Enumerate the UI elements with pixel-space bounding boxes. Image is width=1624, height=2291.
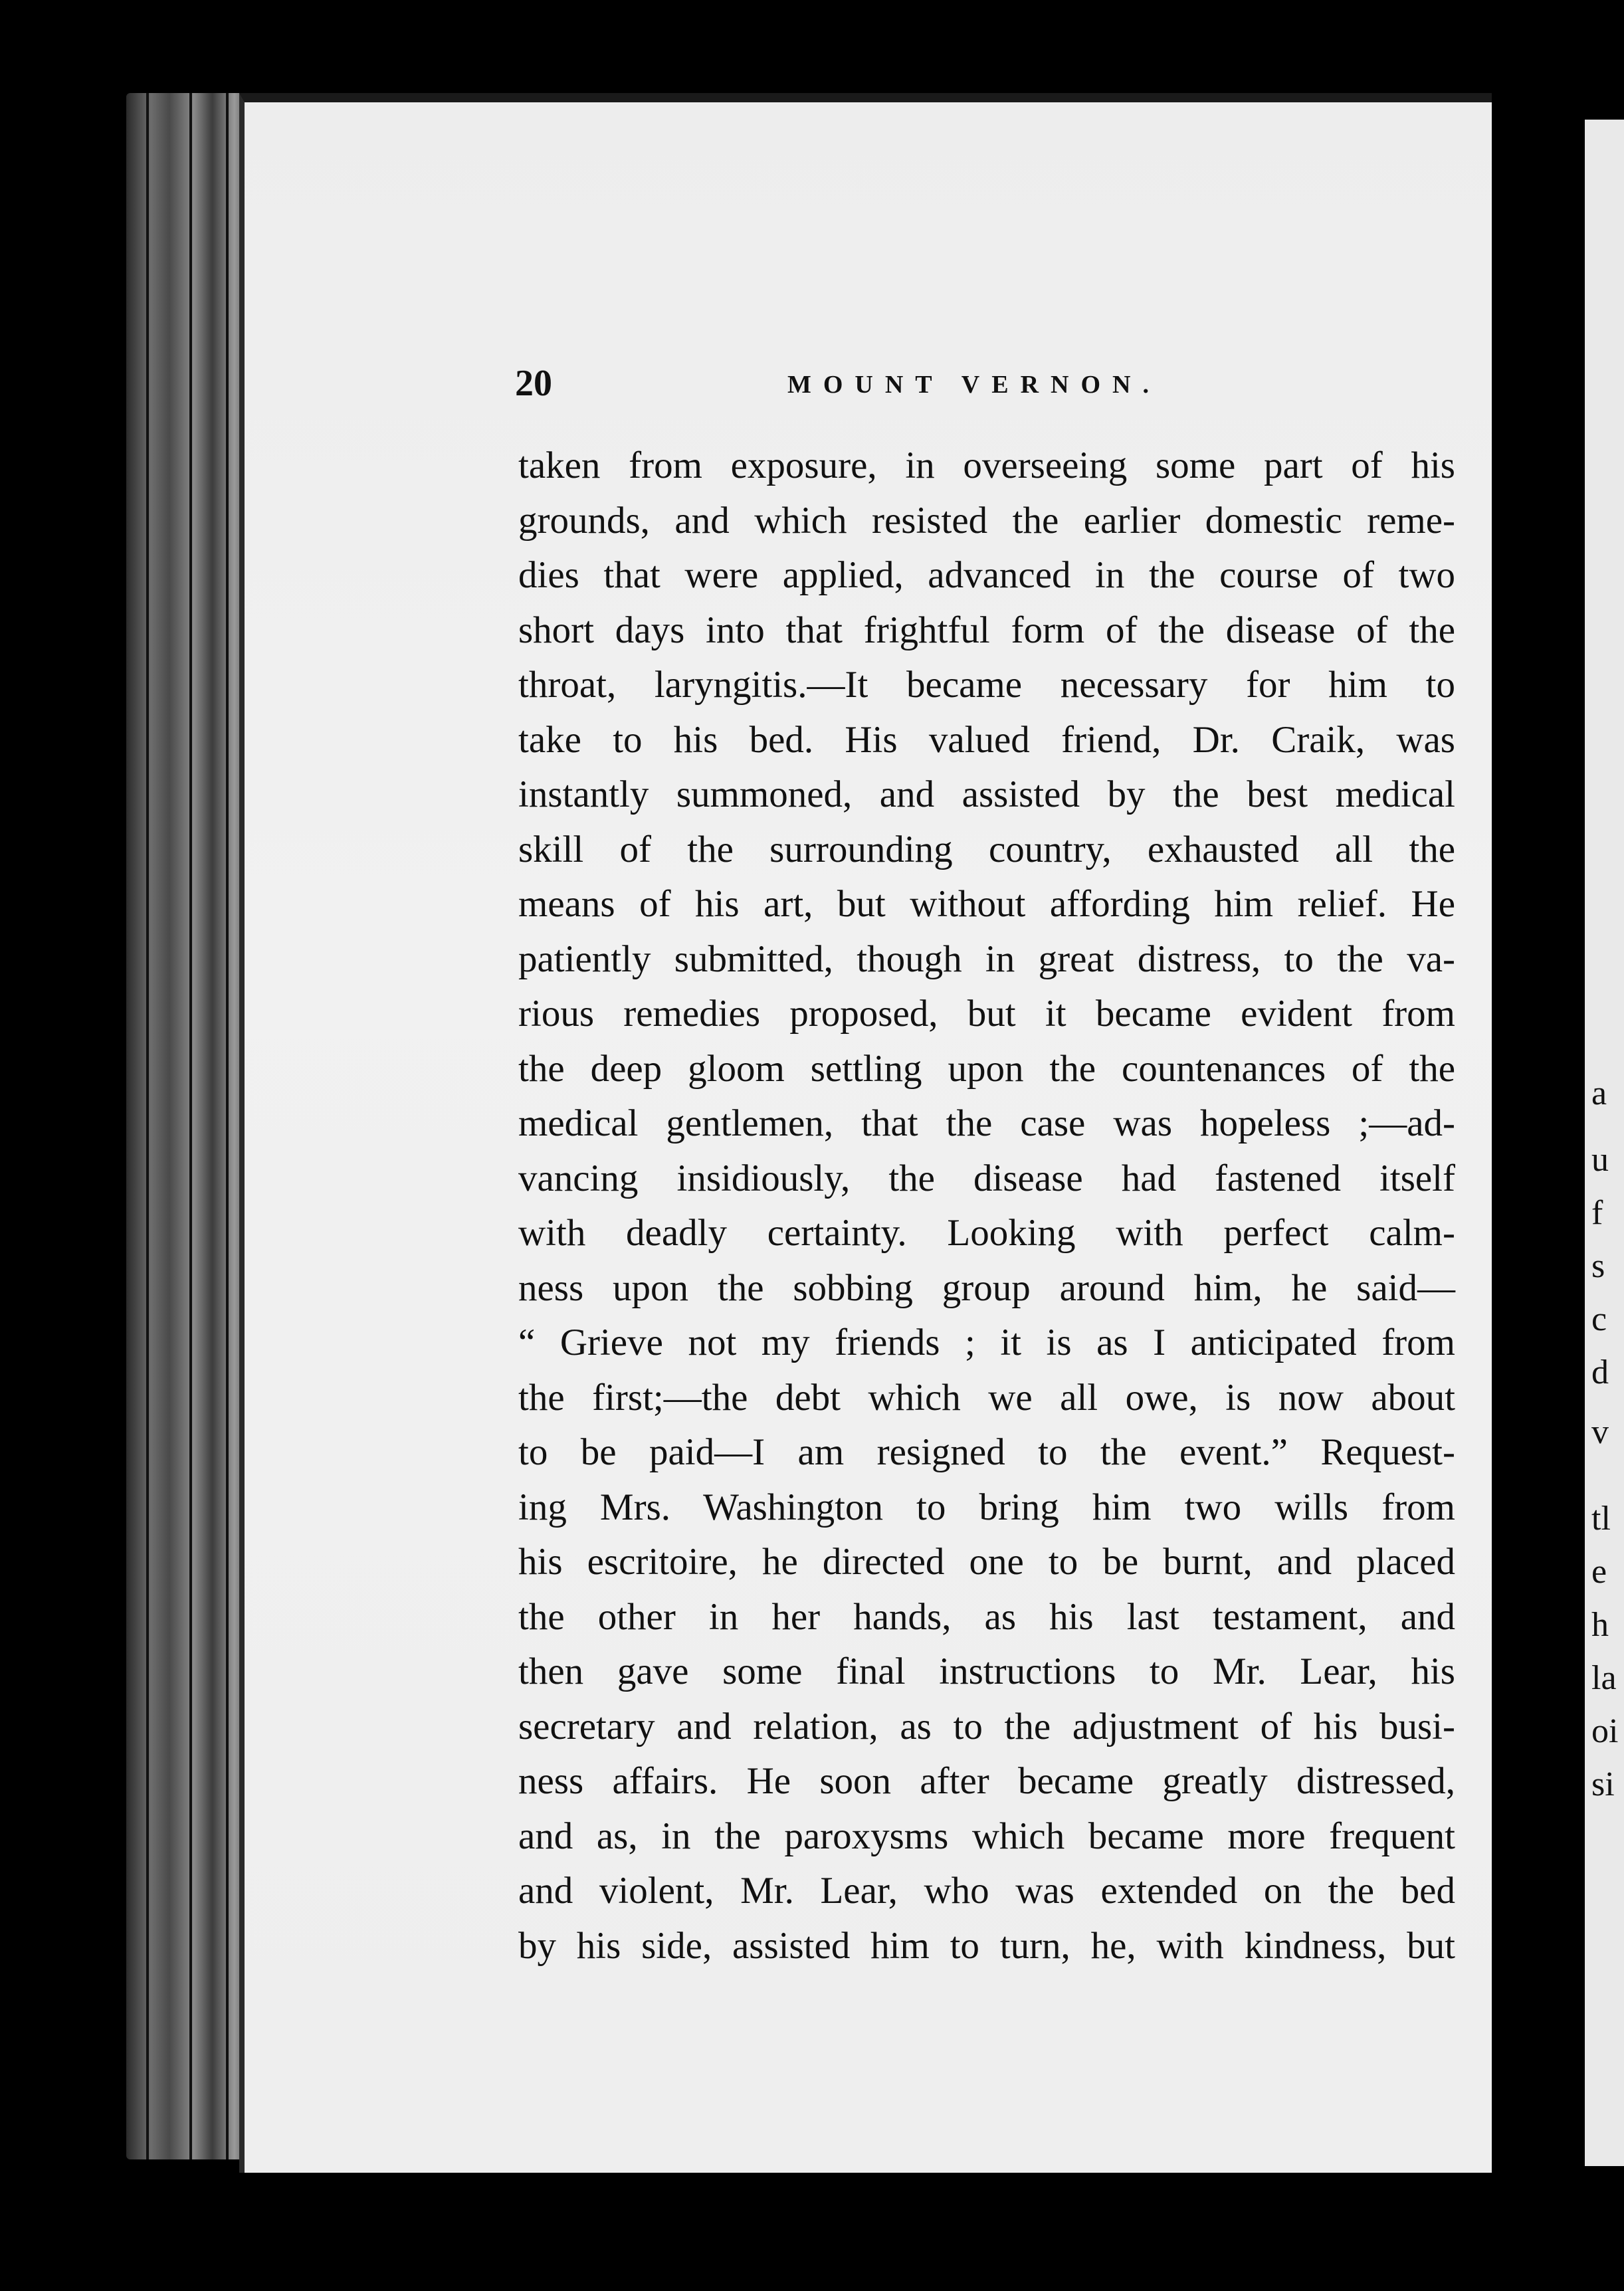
text-line: ness upon the sobbing group around him, he said— <box>518 1266 1455 1309</box>
adjacent-page-fragment: u <box>1591 1141 1609 1179</box>
adjacent-page-edge <box>1585 120 1624 2166</box>
text-line: throat, laryngitis.—It became necessary for him to <box>518 664 1455 706</box>
text-line: rious remedies proposed, but it became evident from <box>518 993 1455 1035</box>
text-line: ness affairs. He soon after became greatly distressed, <box>518 1760 1455 1802</box>
text-line: the first;—the debt which we all owe, is now about <box>518 1376 1455 1419</box>
text-line: “ Grieve not my friends ; it is as I anticipated from <box>518 1322 1455 1363</box>
adjacent-page-fragment: a <box>1591 1074 1607 1112</box>
page-header <box>515 362 1472 409</box>
adjacent-page-fragment: c <box>1591 1300 1607 1338</box>
text-line: means of his art, but without affording him relief. He <box>518 883 1455 925</box>
text-line: skill of the surrounding country, exhausted all the <box>518 828 1455 870</box>
adjacent-page-fragment: v <box>1591 1413 1609 1451</box>
text-line: dies that were applied, advanced in the course of two <box>518 554 1455 596</box>
text-line: to be paid—I am resigned to the event.” Request- <box>518 1431 1455 1473</box>
text-line: instantly summoned, and assisted by the best medical <box>518 773 1455 815</box>
adjacent-page-fragment: si <box>1591 1765 1615 1803</box>
text-line: grounds, and which resisted the earlier domestic reme- <box>518 499 1455 542</box>
text-line: by his side, assisted him to turn, he, with kindness, but <box>518 1924 1455 1967</box>
text-line: the deep gloom settling upon the countenances of the <box>518 1047 1455 1090</box>
text-line: patiently submitted, though in great distress, to the va- <box>518 938 1455 980</box>
edge-line <box>226 93 229 2159</box>
adjacent-page-fragment: s <box>1591 1247 1605 1285</box>
text-line: vancing insidiously, the disease had fastened itself <box>518 1157 1455 1199</box>
adjacent-page-fragment: oi <box>1591 1712 1619 1750</box>
text-line: and as, in the paroxysms which became more frequent <box>518 1815 1455 1857</box>
text-line: ing Mrs. Washington to bring him two wills from <box>518 1486 1455 1528</box>
book-page-edges <box>126 93 249 2159</box>
adjacent-page-fragment: f <box>1591 1194 1603 1232</box>
page-number: 20 <box>515 363 552 404</box>
running-head: MOUNT VERNON. <box>787 371 1161 399</box>
text-line: taken from exposure, in overseeing some part of his <box>518 445 1455 486</box>
text-line: his escritoire, he directed one to be burnt, and placed <box>518 1541 1455 1583</box>
adjacent-page-fragment: d <box>1591 1353 1609 1391</box>
edge-line <box>146 93 149 2159</box>
edge-line <box>189 93 192 2159</box>
adjacent-page-fragment: la <box>1591 1659 1617 1697</box>
text-line: with deadly certainty. Looking with perfect calm- <box>518 1212 1455 1254</box>
text-line: medical gentlemen, that the case was hopeless ;—ad- <box>518 1102 1455 1144</box>
text-line: short days into that frightful form of the disease of the <box>518 609 1455 651</box>
text-line: the other in her hands, as his last testament, and <box>518 1595 1455 1638</box>
text-line: secretary and relation, as to the adjustment of his busi- <box>518 1705 1455 1747</box>
page-body-text <box>518 439 1455 1973</box>
text-line: then gave some final instructions to Mr. Lear, his <box>518 1650 1455 1692</box>
adjacent-page-fragment: tl <box>1591 1500 1611 1538</box>
adjacent-page-fragment: h <box>1591 1606 1609 1644</box>
text-line: and violent, Mr. Lear, who was extended on the bed <box>518 1870 1455 1912</box>
adjacent-page-fragment: e <box>1591 1553 1607 1591</box>
text-line: take to his bed. His valued friend, Dr. Craik, was <box>518 718 1455 761</box>
